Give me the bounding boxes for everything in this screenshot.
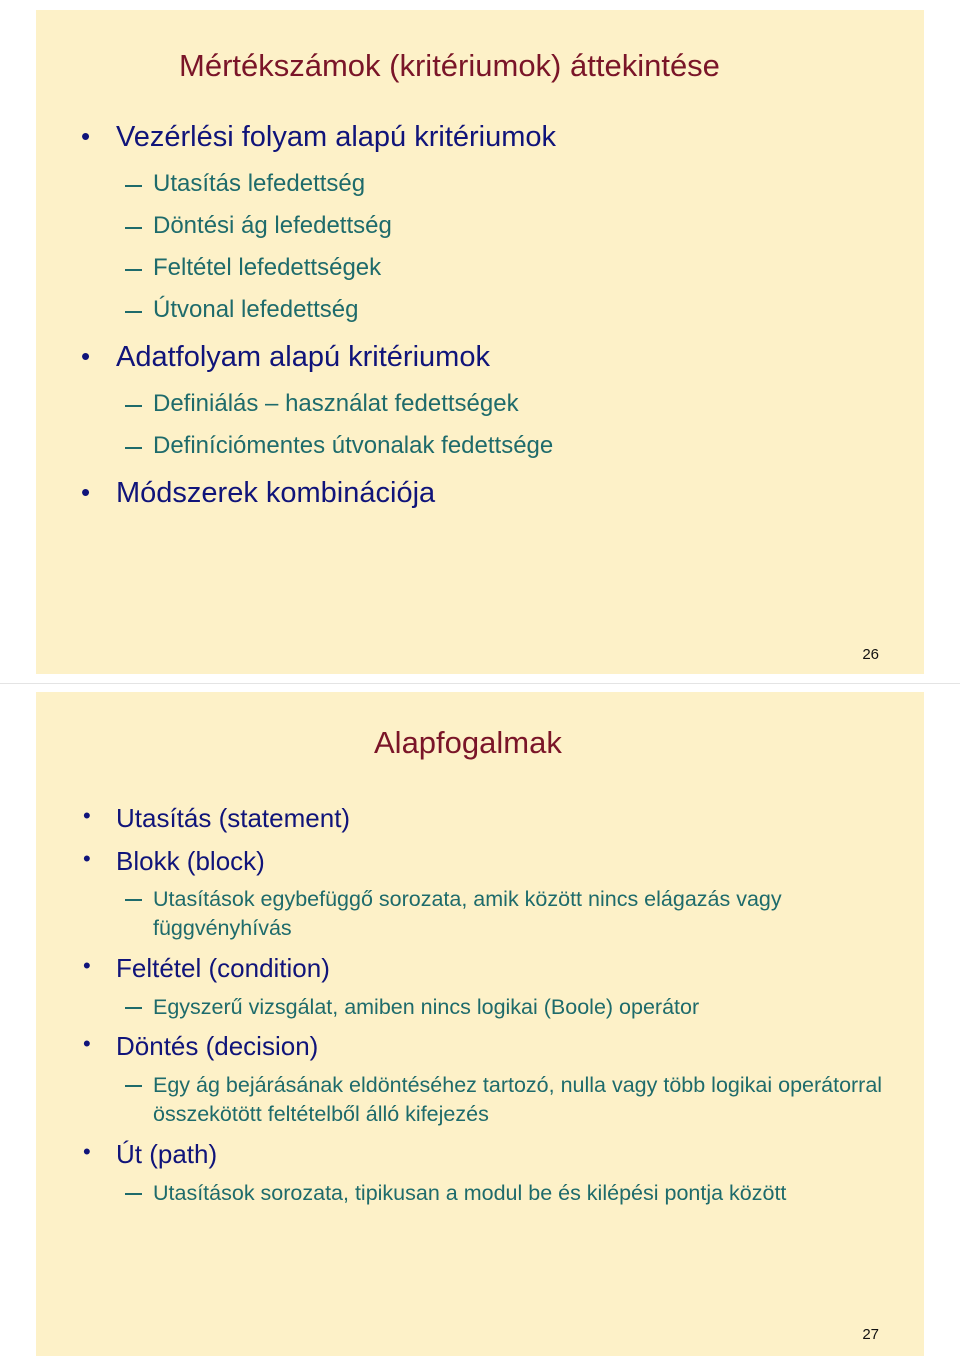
list-item <box>153 993 893 1022</box>
list-item-text: Adatfolyam alapú kritériumok <box>116 341 490 373</box>
dash-icon <box>125 1193 142 1195</box>
bullet-icon: • <box>83 1139 91 1164</box>
list-item-text: Vezérlési folyam alapú kritériumok <box>116 121 557 153</box>
slide-title: Mértékszámok (kritériumok) áttekintése <box>179 48 720 83</box>
list-item <box>153 885 893 943</box>
dash-icon <box>125 311 142 313</box>
page-number: 27 <box>862 1326 879 1343</box>
list-item-text: Feltétel lefedettségek <box>153 254 382 281</box>
bullet-icon: • <box>83 803 91 828</box>
list-item <box>83 1031 319 1061</box>
list-item <box>153 392 519 416</box>
list-item-text: Utasítás lefedettség <box>153 170 366 197</box>
list-item <box>83 1139 218 1169</box>
list-item <box>83 846 265 876</box>
slide-title: Alapfogalmak <box>374 725 562 760</box>
list-item <box>81 341 490 373</box>
list-item <box>153 434 553 458</box>
list-item-text: Definiálás – használat fedettségek <box>153 390 519 417</box>
bullet-icon: • <box>83 846 91 871</box>
bullet-icon: • <box>81 341 91 371</box>
list-item-text: Definíciómentes útvonalak fedettsége <box>153 432 554 459</box>
list-item-text: Útvonal lefedettség <box>153 296 359 323</box>
dash-icon <box>125 899 142 901</box>
list-item <box>83 803 351 833</box>
dash-icon <box>125 185 142 187</box>
list-item-text: Utasítások sorozata, tipikusan a modul be és kilépési pontja között <box>153 1181 787 1205</box>
dash-icon <box>125 227 142 229</box>
list-item-text: Egy ág bejárásának eldöntéséhez tartozó, nulla vagy több logikai operátorral összekötött feltételből álló kifejezés <box>153 1073 883 1127</box>
list-item <box>153 1071 893 1129</box>
page-divider <box>0 683 960 684</box>
list-item-text: Döntés (decision) <box>116 1031 319 1061</box>
list-item-text: Utasítás (statement) <box>116 803 351 833</box>
list-item-text: Egyszerű vizsgálat, amiben nincs logikai (Boole) operátor <box>153 995 700 1019</box>
slide-27 <box>36 692 924 1356</box>
list-item <box>81 477 436 509</box>
bullet-icon: • <box>81 121 91 151</box>
list-item-text: Módszerek kombinációja <box>116 477 436 509</box>
list-item-text: Utasítások egybefüggő sorozata, amik között nincs elágazás vagy függvényhívás <box>153 887 782 941</box>
dash-icon <box>125 447 142 449</box>
list-item <box>153 256 381 280</box>
list-item-text: Feltétel (condition) <box>116 953 330 983</box>
dash-icon <box>125 405 142 407</box>
list-item-text: Út (path) <box>116 1139 218 1169</box>
dash-icon <box>125 1085 142 1087</box>
list-item-text: Döntési ág lefedettség <box>153 212 392 239</box>
dash-icon <box>125 269 142 271</box>
page-number: 26 <box>862 646 879 663</box>
list-item <box>153 298 358 322</box>
dash-icon <box>125 1007 142 1009</box>
bullet-icon: • <box>81 477 91 507</box>
list-item <box>153 214 392 238</box>
list-item <box>83 953 330 983</box>
list-item <box>153 1179 893 1208</box>
list-item <box>153 172 365 196</box>
list-item <box>81 121 557 153</box>
bullet-icon: • <box>83 1031 91 1056</box>
list-item-text: Blokk (block) <box>116 846 265 876</box>
bullet-icon: • <box>83 953 91 978</box>
slide-26 <box>36 10 924 674</box>
